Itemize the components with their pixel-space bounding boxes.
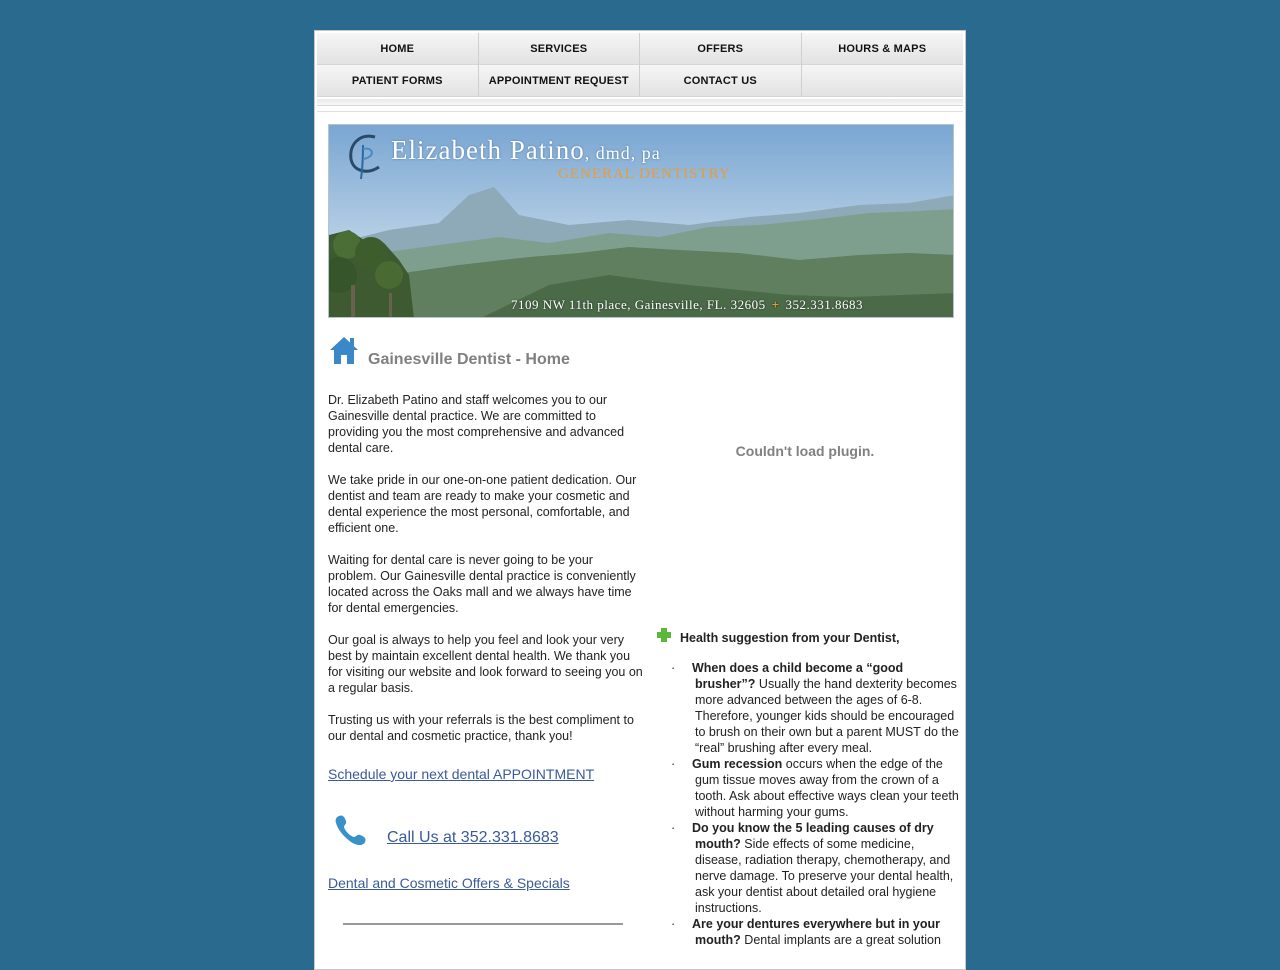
- offers-link[interactable]: Dental and Cosmetic Offers & Specials: [328, 875, 570, 891]
- nav-empty-cell: [802, 65, 964, 97]
- health-tips-list: [669, 660, 959, 948]
- nav-divider: [317, 111, 963, 112]
- horizontal-divider: [343, 923, 623, 925]
- page-title: Gainesville Dentist - Home: [368, 351, 570, 368]
- plus-separator-icon: +: [771, 297, 780, 312]
- nav-patient-forms[interactable]: PATIENT FORMS: [317, 65, 479, 97]
- house-icon: [328, 334, 360, 366]
- list-item: [669, 660, 959, 756]
- tip-heading: Do you know the 5 leading causes of dry mouth?: [692, 821, 934, 851]
- tip-text: Side effects of some medicine, disease, radiation therapy, chemotherapy, and nerve damage. To preserve your dental health, ask your dentist about detailed oral hygiene instructions.: [695, 837, 954, 915]
- nav-services[interactable]: SERVICES: [479, 33, 641, 65]
- practice-address: 7109 NW 11th place, Gainesville, FL. 32605: [511, 297, 766, 312]
- plugin-placeholder: [655, 331, 955, 571]
- welcome-text: [328, 392, 643, 744]
- page-container: [314, 30, 966, 970]
- nav-appointment-request[interactable]: APPOINTMENT REQUEST: [479, 65, 641, 97]
- call-us-link[interactable]: Call Us at 352.331.8683: [387, 829, 559, 846]
- nav-shadow: [317, 99, 963, 106]
- health-suggestion-title: Health suggestion from your Dentist,: [680, 631, 900, 645]
- nav-hours-maps[interactable]: HOURS & MAPS: [802, 33, 964, 65]
- practice-name-text: Elizabeth Patino: [391, 135, 585, 165]
- practice-subtitle: GENERAL DENTISTRY: [558, 166, 731, 182]
- phone-icon: [333, 812, 369, 848]
- header-banner: [328, 124, 954, 318]
- nav-offers[interactable]: OFFERS: [640, 33, 802, 65]
- bullet-icon: ·: [671, 661, 676, 675]
- welcome-paragraph: Our goal is always to help you feel and look your very best by maintain excellent dental health. We thank you for visiting our website and look forward to seeing you on a regular basis.: [328, 633, 643, 695]
- tip-heading: Are your dentures everywhere but in your mouth?: [692, 917, 940, 947]
- welcome-paragraph: Waiting for dental care is never going to be your problem. Our Gainesville dental practice is conveniently located across the Oaks mall and we always have time for dental emergencies.: [328, 553, 636, 615]
- appointment-link[interactable]: Schedule your next dental APPOINTMENT: [328, 766, 595, 782]
- main-nav: [317, 33, 963, 97]
- bullet-icon: ·: [671, 917, 676, 931]
- tip-text: occurs when the edge of the gum tissue moves away from the crown of a tooth. Ask about effective ways clean your teeth without harming your gums.: [695, 757, 959, 819]
- practice-logo-icon: [345, 131, 385, 181]
- list-item: [669, 916, 959, 948]
- welcome-paragraph: Dr. Elizabeth Patino and staff welcomes you to our Gainesville dental practice. We are committed to providing you the most comprehensive and advanced dental care.: [328, 393, 625, 455]
- bullet-icon: ·: [671, 757, 676, 771]
- tip-heading: When does a child become a “good brusher”?: [692, 661, 904, 691]
- tip-heading: Gum recession: [692, 757, 783, 771]
- tip-text: Usually the hand dexterity becomes more advanced between the ages of 6-8. Therefore, younger kids should be encouraged to brush on their own but a parent MUST do the “real” brushing after every meal.: [695, 677, 959, 755]
- plugin-error-message: Couldn't load plugin.: [735, 443, 875, 459]
- practice-credentials: , dmd, pa: [584, 143, 661, 163]
- list-item: [669, 820, 959, 916]
- list-item: [669, 756, 959, 820]
- practice-address-line: [511, 297, 863, 313]
- nav-contact-us[interactable]: CONTACT US: [640, 65, 802, 97]
- practice-phone: 352.331.8683: [785, 297, 864, 312]
- practice-name: [391, 135, 661, 166]
- tip-text: Dental implants are a great solution: [740, 933, 941, 947]
- welcome-paragraph: Trusting us with your referrals is the best compliment to our dental and cosmetic practice, thank you!: [328, 713, 634, 743]
- green-plus-icon: [656, 627, 672, 643]
- welcome-paragraph: We take pride in our one-on-one patient dedication. Our dentist and team are ready to make your cosmetic and dental experience the most personal, comfortable, and efficient one.: [328, 473, 637, 535]
- bullet-icon: ·: [671, 821, 676, 835]
- nav-home[interactable]: HOME: [317, 33, 479, 65]
